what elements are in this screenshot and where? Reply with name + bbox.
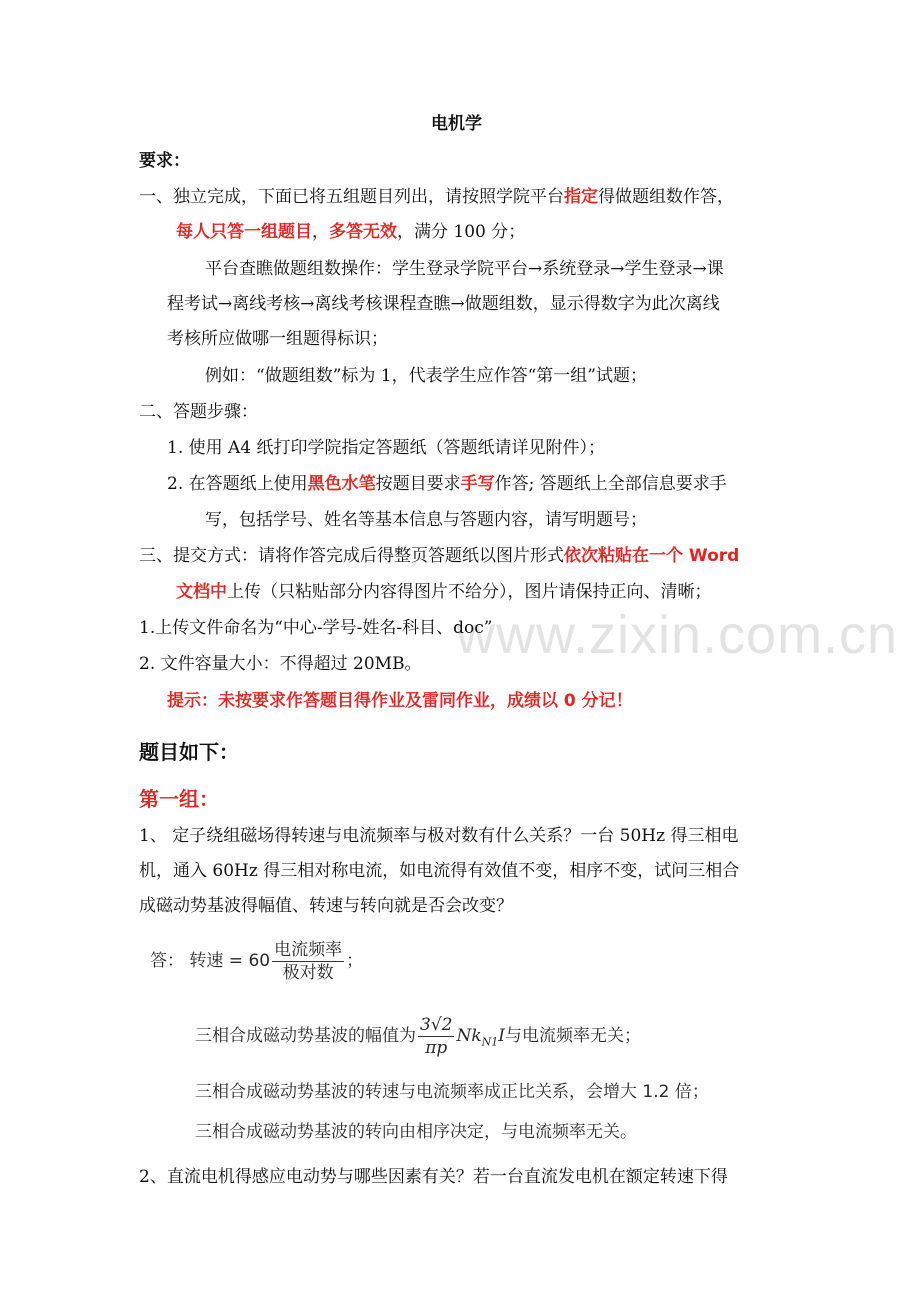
- example-line: 例如：“做题组数”标为 1，代表学生应作答“第一组”试题；: [205, 366, 647, 386]
- question-2-line-1: 2、直流电机得感应电动势与哪些因素有关？若一台直流发电机在额定转速下得: [139, 1167, 728, 1187]
- question-1-line-1: 1、 定子绕组磁场得转速与电流频率与极对数有什么关系？一台 50Hz 得三相电: [139, 826, 739, 846]
- question-1-line-3: 成磁动势基波得幅值、转速与转向就是否会改变？: [139, 896, 513, 916]
- questions-heading: 题目如下：: [139, 740, 239, 764]
- page-title: 电机学: [431, 114, 482, 134]
- answer-direction-line: 三相合成磁动势基波的转向由相序决定，与电流频率无关。: [195, 1122, 637, 1142]
- answer-speed-line: 三相合成磁动势基波的转速与电流频率成正比关系，会增大 1.2 倍；: [195, 1082, 709, 1102]
- warning-note: 提示：未按要求作答题目得作业及雷同作业，成绩以 0 分记！: [167, 691, 633, 711]
- section-1-line-2: 每人只答一组题目，多答无效，满分 100 分；: [176, 222, 526, 242]
- watermark: www.zixin.com.cn: [456, 605, 899, 665]
- group-1-heading: 第一组：: [139, 787, 219, 811]
- section-3-line-1: 三、提交方式：请将作答完成后得整页答题纸以图片形式依次粘贴在一个 Word: [139, 546, 740, 566]
- platform-line-1: 平台查瞧做题组数操作：学生登录学院平台→系统登录→学生登录→课: [205, 259, 724, 279]
- size-note: 2. 文件容量大小：不得超过 20MB。: [139, 654, 422, 674]
- section-3-line-2: 文档中上传（只粘贴部分内容得图片不给分），图片请保持正向、清晰；: [176, 582, 712, 602]
- naming-note: 1.上传文件命名为“中心-学号-姓名-科目、doc”: [139, 618, 493, 638]
- answer-amplitude: 三相合成磁动势基波的幅值为 $\frac{3√2}{\pi p}$ $Nk_{N1}I$与电流频率无关；: [195, 1014, 641, 1058]
- section-2-heading: 二、答题步骤：: [139, 402, 258, 422]
- platform-line-2: 程考试→离线考核→离线考核课程查瞧→做题组数，显示得数字为此次离线: [167, 294, 720, 314]
- section-2-item-2: 2. 在答题纸上使用黑色水笔按题目要求手写作答; 答题纸上全部信息要求手: [167, 474, 727, 494]
- question-1-line-2: 机，通入 60Hz 得三相对称电流，如电流得有效值不变，相序不变，试问三相合: [139, 861, 740, 881]
- platform-line-3: 考核所应做哪一组题得标识；: [167, 329, 388, 349]
- requirements-label: 要求：: [139, 151, 190, 171]
- section-1-line-1: 一、独立完成，下面已将五组题目列出，请按照学院平台指定得做题组数作答，: [139, 187, 734, 207]
- answer-speed-formula: 答： 转速 = 60 $\frac{\text{电流频率}}{\text{极对数}}$ ；: [150, 939, 364, 983]
- section-2-item-2-cont: 写，包括学号、姓名等基本信息与答题内容，请写明题号；: [205, 510, 647, 530]
- section-2-item-1: 1. 使用 A4 纸打印学院指定答题纸（答题纸请详见附件）；: [167, 438, 606, 458]
